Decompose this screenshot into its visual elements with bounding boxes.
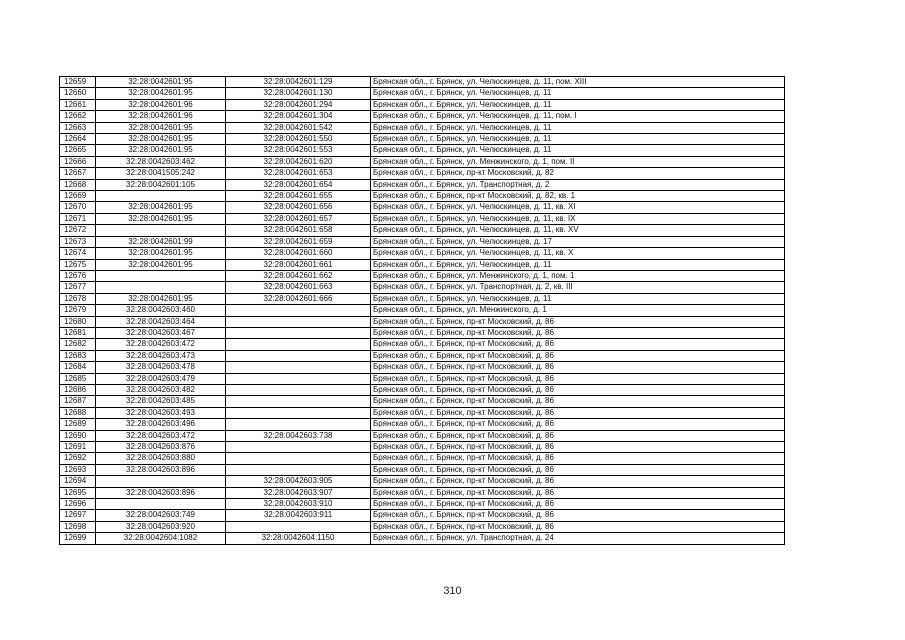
parcel-cadastral-number-cell: 32:28:0042601:95 [96,134,226,145]
table-row [60,145,785,156]
address-cell: Брянская обл., г. Брянск, пр-кт Московский, д. 86 [371,510,785,521]
table-row [60,202,785,213]
table-row [60,464,785,475]
object-cadastral-number-cell: 32:28:0042601:659 [226,236,371,247]
object-cadastral-number-cell: 32:28:0042601:653 [226,168,371,179]
table-row [60,499,785,510]
table-row [60,533,785,544]
parcel-cadastral-number-cell: 32:28:0042603:473 [96,350,226,361]
object-cadastral-number-cell: 32:28:0042601:655 [226,191,371,202]
table-row [60,373,785,384]
parcel-cadastral-number-cell: 32:28:0042603:876 [96,442,226,453]
address-cell: Брянская обл., г. Брянск, пр-кт Московский, д. 86 [371,464,785,475]
table-row [60,521,785,532]
row-number-cell: 12694 [60,476,96,487]
parcel-cadastral-number-cell: 32:28:0042601:95 [96,259,226,270]
row-number-cell: 12663 [60,122,96,133]
parcel-cadastral-number-cell: 32:28:0042603:462 [96,156,226,167]
row-number-cell: 12661 [60,99,96,110]
parcel-cadastral-number-cell: 32:28:0042603:880 [96,453,226,464]
row-number-cell: 12685 [60,373,96,384]
address-cell: Брянская обл., г. Брянск, пр-кт Московский, д. 86 [371,487,785,498]
page-number: 310 [443,585,462,597]
parcel-cadastral-number-cell [96,270,226,281]
row-number-cell: 12662 [60,111,96,122]
address-cell: Брянская обл., г. Брянск, пр-кт Московский, д. 86 [371,419,785,430]
table-row [60,236,785,247]
parcel-cadastral-number-cell: 32:28:0042603:478 [96,362,226,373]
address-cell: Брянская обл., г. Брянск, ул. Транспортная, д. 24 [371,533,785,544]
object-cadastral-number-cell: 32:28:0042601:542 [226,122,371,133]
address-cell: Брянская обл., г. Брянск, ул. Челюскинцев, д. 11 [371,293,785,304]
parcel-cadastral-number-cell: 32:28:0042601:95 [96,213,226,224]
object-cadastral-number-cell: 32:28:0042603:905 [226,476,371,487]
table-row [60,282,785,293]
parcel-cadastral-number-cell: 32:28:0042603:493 [96,407,226,418]
parcel-cadastral-number-cell: 32:28:0042601:95 [96,293,226,304]
object-cadastral-number-cell: 32:28:0042601:658 [226,225,371,236]
row-number-cell: 12682 [60,339,96,350]
object-cadastral-number-cell: 32:28:0042603:738 [226,430,371,441]
address-cell: Брянская обл., г. Брянск, ул. Челюскинцев, д. 11, кв. IX [371,213,785,224]
table-row [60,99,785,110]
row-number-cell: 12693 [60,464,96,475]
table-row [60,77,785,88]
table-row [60,430,785,441]
address-cell: Брянская обл., г. Брянск, ул. Транспортная, д. 2, кв. III [371,282,785,293]
row-number-cell: 12680 [60,316,96,327]
row-number-cell: 12676 [60,270,96,281]
parcel-cadastral-number-cell: 32:28:0042601:99 [96,236,226,247]
row-number-cell: 12690 [60,430,96,441]
parcel-cadastral-number-cell: 32:28:0042603:464 [96,316,226,327]
address-cell: Брянская обл., г. Брянск, ул. Челюскинцев, д. 11 [371,122,785,133]
table-row [60,316,785,327]
table-row [60,453,785,464]
address-cell: Брянская обл., г. Брянск, ул. Челюскинцев, д. 11, пом. XIII [371,77,785,88]
object-cadastral-number-cell: 32:28:0042601:666 [226,293,371,304]
address-cell: Брянская обл., г. Брянск, пр-кт Московский, д. 86 [371,316,785,327]
object-cadastral-number-cell [226,362,371,373]
table-row [60,327,785,338]
row-number-cell: 12669 [60,191,96,202]
object-cadastral-number-cell [226,521,371,532]
address-cell: Брянская обл., г. Брянск, ул. Челюскинцев, д. 11, кв. X [371,248,785,259]
parcel-cadastral-number-cell: 32:28:0042603:472 [96,430,226,441]
object-cadastral-number-cell: 32:28:0042603:910 [226,499,371,510]
parcel-cadastral-number-cell: 32:28:0042604:1082 [96,533,226,544]
parcel-cadastral-number-cell: 32:28:0042603:472 [96,339,226,350]
table-row [60,442,785,453]
row-number-cell: 12684 [60,362,96,373]
address-cell: Брянская обл., г. Брянск, пр-кт Московский, д. 86 [371,476,785,487]
address-cell: Брянская обл., г. Брянск, пр-кт Московский, д. 86 [371,327,785,338]
address-cell: Брянская обл., г. Брянск, ул. Челюскинцев, д. 11, кв. XV [371,225,785,236]
parcel-cadastral-number-cell [96,225,226,236]
object-cadastral-number-cell: 32:28:0042601:304 [226,111,371,122]
address-cell: Брянская обл., г. Брянск, пр-кт Московский, д. 82, кв. 1 [371,191,785,202]
row-number-cell: 12695 [60,487,96,498]
object-cadastral-number-cell: 32:28:0042601:656 [226,202,371,213]
object-cadastral-number-cell [226,316,371,327]
parcel-cadastral-number-cell [96,191,226,202]
table-row [60,248,785,259]
object-cadastral-number-cell: 32:28:0042601:654 [226,179,371,190]
address-cell: Брянская обл., г. Брянск, ул. Менжинского, д. 1, пом. II [371,156,785,167]
table-row [60,407,785,418]
table-row [60,384,785,395]
parcel-cadastral-number-cell [96,476,226,487]
row-number-cell: 12659 [60,77,96,88]
table-row [60,225,785,236]
row-number-cell: 12660 [60,88,96,99]
parcel-cadastral-number-cell: 32:28:0042601:95 [96,145,226,156]
parcel-cadastral-number-cell: 32:28:0042603:485 [96,396,226,407]
address-cell: Брянская обл., г. Брянск, ул. Транспортная, д. 2 [371,179,785,190]
row-number-cell: 12699 [60,533,96,544]
parcel-cadastral-number-cell: 32:28:0042601:95 [96,77,226,88]
object-cadastral-number-cell: 32:28:0042601:620 [226,156,371,167]
address-cell: Брянская обл., г. Брянск, пр-кт Московский, д. 86 [371,384,785,395]
object-cadastral-number-cell: 32:28:0042601:661 [226,259,371,270]
row-number-cell: 12689 [60,419,96,430]
address-cell: Брянская обл., г. Брянск, пр-кт Московский, д. 86 [371,407,785,418]
table-row [60,179,785,190]
registry-table [59,76,785,545]
object-cadastral-number-cell: 32:28:0042601:660 [226,248,371,259]
object-cadastral-number-cell: 32:28:0042601:129 [226,77,371,88]
row-number-cell: 12667 [60,168,96,179]
address-cell: Брянская обл., г. Брянск, ул. Челюскинцев, д. 11 [371,88,785,99]
address-cell: Брянская обл., г. Брянск, пр-кт Московский, д. 86 [371,396,785,407]
object-cadastral-number-cell: 32:28:0042604:1150 [226,533,371,544]
address-cell: Брянская обл., г. Брянск, пр-кт Московский, д. 86 [371,430,785,441]
table-row [60,134,785,145]
parcel-cadastral-number-cell: 32:28:0042603:479 [96,373,226,384]
object-cadastral-number-cell: 32:28:0042601:662 [226,270,371,281]
table-row [60,213,785,224]
object-cadastral-number-cell: 32:28:0042603:907 [226,487,371,498]
table-row [60,168,785,179]
row-number-cell: 12687 [60,396,96,407]
object-cadastral-number-cell [226,327,371,338]
parcel-cadastral-number-cell [96,499,226,510]
address-cell: Брянская обл., г. Брянск, пр-кт Московский, д. 86 [371,499,785,510]
row-number-cell: 12664 [60,134,96,145]
object-cadastral-number-cell [226,350,371,361]
row-number-cell: 12679 [60,305,96,316]
table-row [60,122,785,133]
parcel-cadastral-number-cell: 32:28:0042601:95 [96,248,226,259]
address-cell: Брянская обл., г. Брянск, ул. Менжинского, д. 1 [371,305,785,316]
object-cadastral-number-cell [226,396,371,407]
parcel-cadastral-number-cell: 32:28:0042601:96 [96,99,226,110]
parcel-cadastral-number-cell: 32:28:0042603:460 [96,305,226,316]
address-cell: Брянская обл., г. Брянск, пр-кт Московский, д. 86 [371,350,785,361]
object-cadastral-number-cell: 32:28:0042603:911 [226,510,371,521]
row-number-cell: 12688 [60,407,96,418]
object-cadastral-number-cell: 32:28:0042601:550 [226,134,371,145]
parcel-cadastral-number-cell: 32:28:0042603:482 [96,384,226,395]
table-row [60,111,785,122]
object-cadastral-number-cell: 32:28:0042601:657 [226,213,371,224]
parcel-cadastral-number-cell: 32:28:0042601:95 [96,122,226,133]
address-cell: Брянская обл., г. Брянск, ул. Челюскинцев, д. 11, пом. I [371,111,785,122]
row-number-cell: 12672 [60,225,96,236]
address-cell: Брянская обл., г. Брянск, ул. Челюскинцев, д. 11 [371,134,785,145]
table-row [60,293,785,304]
parcel-cadastral-number-cell: 32:28:0042601:105 [96,179,226,190]
address-cell: Брянская обл., г. Брянск, пр-кт Московский, д. 86 [371,339,785,350]
row-number-cell: 12686 [60,384,96,395]
object-cadastral-number-cell: 32:28:0042601:130 [226,88,371,99]
row-number-cell: 12677 [60,282,96,293]
table-row [60,362,785,373]
object-cadastral-number-cell: 32:28:0042601:294 [226,99,371,110]
object-cadastral-number-cell [226,407,371,418]
object-cadastral-number-cell [226,453,371,464]
object-cadastral-number-cell [226,442,371,453]
row-number-cell: 12674 [60,248,96,259]
address-cell: Брянская обл., г. Брянск, ул. Челюскинцев, д. 11 [371,99,785,110]
object-cadastral-number-cell: 32:28:0042601:663 [226,282,371,293]
parcel-cadastral-number-cell: 32:28:0042603:896 [96,487,226,498]
row-number-cell: 12670 [60,202,96,213]
object-cadastral-number-cell [226,339,371,350]
row-number-cell: 12681 [60,327,96,338]
row-number-cell: 12691 [60,442,96,453]
object-cadastral-number-cell: 32:28:0042601:553 [226,145,371,156]
object-cadastral-number-cell [226,419,371,430]
address-cell: Брянская обл., г. Брянск, пр-кт Московский, д. 86 [371,453,785,464]
address-cell: Брянская обл., г. Брянск, ул. Менжинского, д. 1, пом. 1 [371,270,785,281]
table-row [60,476,785,487]
table-row [60,191,785,202]
object-cadastral-number-cell [226,305,371,316]
table-row [60,419,785,430]
table-row [60,487,785,498]
address-cell: Брянская обл., г. Брянск, пр-кт Московский, д. 86 [371,373,785,384]
table-row [60,350,785,361]
row-number-cell: 12673 [60,236,96,247]
table-row [60,270,785,281]
row-number-cell: 12678 [60,293,96,304]
row-number-cell: 12665 [60,145,96,156]
table-row [60,156,785,167]
address-cell: Брянская обл., г. Брянск, ул. Челюскинцев, д. 17 [371,236,785,247]
address-cell: Брянская обл., г. Брянск, ул. Челюскинцев, д. 11, кв. XI [371,202,785,213]
row-number-cell: 12675 [60,259,96,270]
object-cadastral-number-cell [226,464,371,475]
table-row [60,305,785,316]
object-cadastral-number-cell [226,373,371,384]
parcel-cadastral-number-cell: 32:28:0042603:920 [96,521,226,532]
object-cadastral-number-cell [226,384,371,395]
address-cell: Брянская обл., г. Брянск, пр-кт Московский, д. 82 [371,168,785,179]
table-row [60,396,785,407]
table-row [60,510,785,521]
table-row [60,339,785,350]
table-row [60,88,785,99]
row-number-cell: 12671 [60,213,96,224]
address-cell: Брянская обл., г. Брянск, пр-кт Московский, д. 86 [371,521,785,532]
address-cell: Брянская обл., г. Брянск, пр-кт Московский, д. 86 [371,442,785,453]
address-cell: Брянская обл., г. Брянск, ул. Челюскинцев, д. 11 [371,259,785,270]
row-number-cell: 12696 [60,499,96,510]
parcel-cadastral-number-cell: 32:28:0042603:467 [96,327,226,338]
row-number-cell: 12683 [60,350,96,361]
parcel-cadastral-number-cell: 32:28:0042601:96 [96,111,226,122]
parcel-cadastral-number-cell: 32:28:0042601:95 [96,202,226,213]
parcel-cadastral-number-cell [96,282,226,293]
address-cell: Брянская обл., г. Брянск, пр-кт Московский, д. 86 [371,362,785,373]
parcel-cadastral-number-cell: 32:28:0041505:242 [96,168,226,179]
row-number-cell: 12692 [60,453,96,464]
parcel-cadastral-number-cell: 32:28:0042603:496 [96,419,226,430]
row-number-cell: 12697 [60,510,96,521]
registry-table-body [60,77,785,545]
parcel-cadastral-number-cell: 32:28:0042603:896 [96,464,226,475]
table-row [60,259,785,270]
parcel-cadastral-number-cell: 32:28:0042601:95 [96,88,226,99]
row-number-cell: 12668 [60,179,96,190]
row-number-cell: 12666 [60,156,96,167]
address-cell: Брянская обл., г. Брянск, ул. Челюскинцев, д. 11 [371,145,785,156]
row-number-cell: 12698 [60,521,96,532]
parcel-cadastral-number-cell: 32:28:0042603:749 [96,510,226,521]
